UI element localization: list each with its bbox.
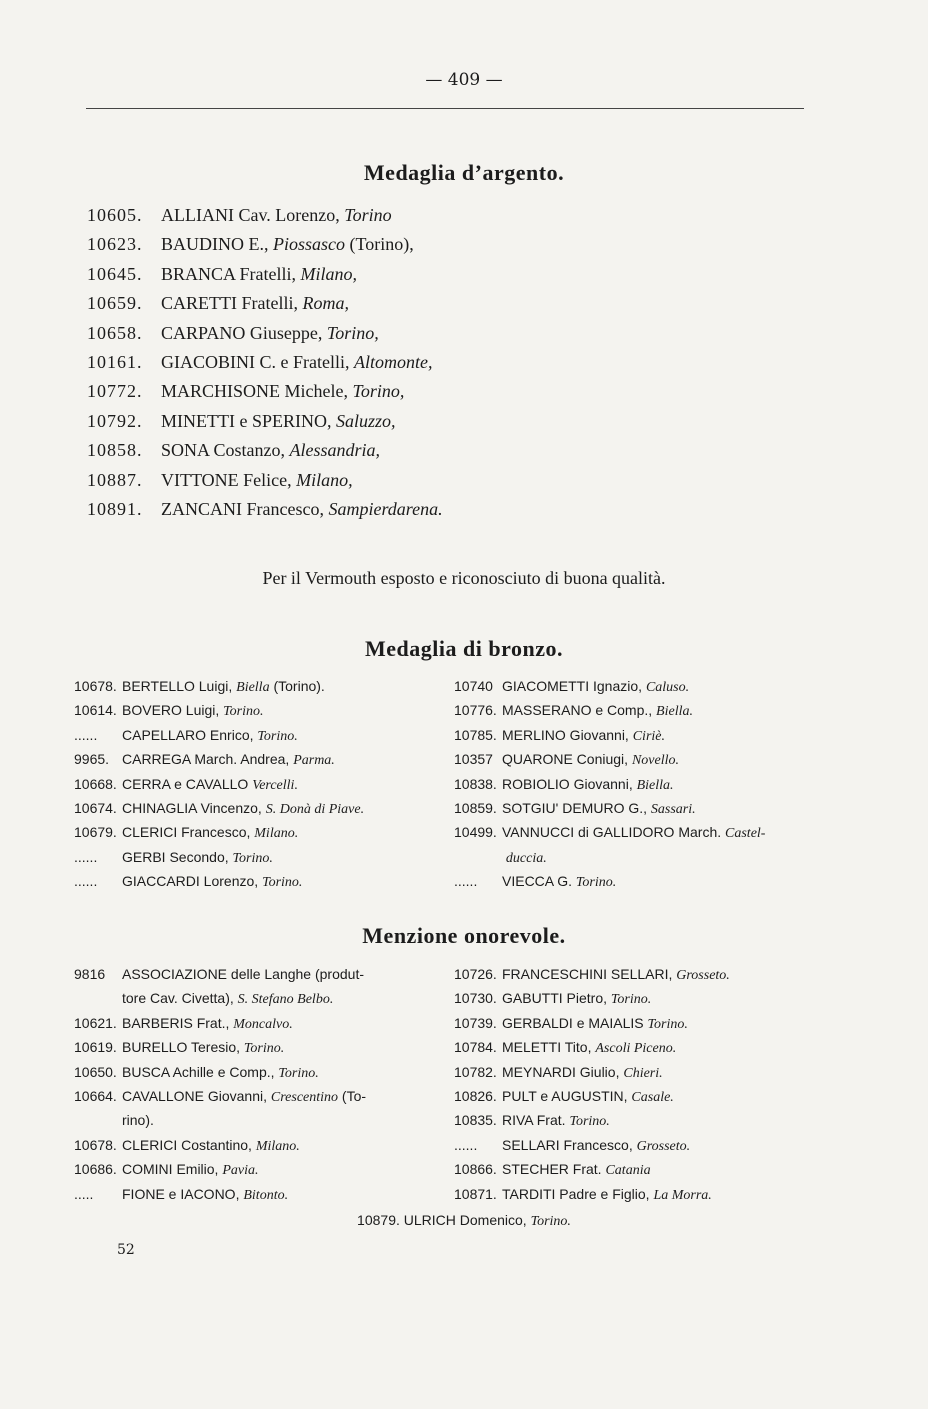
entry-place: La Morra. — [653, 1187, 712, 1203]
entry-place: Crescentino — [270, 1089, 339, 1105]
entry-place: Pavia. — [222, 1163, 259, 1179]
entry-name: CHINAGLIA Vincenzo, — [122, 799, 262, 816]
entry-place: Grosseto. — [676, 968, 730, 983]
entry-number: 10605. — [87, 205, 143, 225]
entry-place: Ascoli Piceno. — [595, 1041, 677, 1057]
entry-name: BAUDINO E., — [161, 234, 269, 255]
entry-number: 10835. — [454, 1112, 497, 1129]
entry-number: 9965. — [74, 751, 110, 768]
entry-number: 10792. — [87, 410, 143, 431]
entry-name: FRANCESCHINI SELLARI, — [502, 966, 673, 982]
entry-name: ASSOCIAZIONE delle Langhe (produt- — [122, 966, 365, 982]
list-item — [74, 702, 454, 726]
entry-extra: (Torino). — [273, 678, 325, 694]
entry-number: 10645. — [87, 263, 143, 284]
entry-place: Torino. — [257, 728, 298, 744]
list-item — [74, 1064, 454, 1088]
entry-place: Catania — [605, 1163, 651, 1179]
entry-number: 10686. — [74, 1161, 117, 1178]
entry-place: Castel- — [725, 826, 766, 842]
entry-name: RIVA Frat. — [502, 1112, 566, 1129]
menzione-right-column — [454, 966, 854, 1210]
list-item — [74, 1161, 454, 1185]
list-item — [87, 470, 807, 499]
entry-name: GERBALDI e MAIALIS — [502, 1014, 644, 1031]
entry-number: 10866. — [454, 1161, 497, 1178]
entry-name: PULT e AUGUSTIN, — [502, 1087, 628, 1104]
entry-number: 10623. — [87, 234, 143, 255]
list-item — [454, 1161, 854, 1185]
entry-number: ..... — [74, 1185, 94, 1202]
entry-place: Torino. — [243, 1041, 285, 1057]
entry-place: S. Donà di Piave. — [265, 801, 365, 817]
list-item — [74, 824, 454, 848]
entry-place: S. Stefano Belbo. — [237, 992, 334, 1008]
entry-place: Parma. — [293, 753, 335, 769]
entry-number: 10674. — [74, 799, 117, 816]
bronzo-right-column — [454, 678, 854, 898]
entry-name: ALLIANI Cav. Lorenzo, — [161, 205, 340, 225]
entry-number: ...... — [454, 873, 478, 890]
entry-name: BURELLO Teresio, — [122, 1039, 241, 1056]
entry-name: SOTGIU' DEMURO G., — [502, 799, 648, 816]
list-item — [87, 499, 807, 528]
entry-place: Torino. — [223, 704, 264, 720]
entry-number: 10621. — [74, 1014, 117, 1031]
entry-place: Vercelli. — [252, 777, 298, 793]
list-item — [87, 205, 807, 234]
entry-number: 10826. — [454, 1087, 497, 1104]
list-item — [74, 1088, 454, 1112]
entry-number: 10357 — [454, 751, 493, 768]
entry-name: rino). — [122, 1112, 154, 1129]
entry-place: Novello. — [631, 753, 679, 769]
entry-number: 10726. — [454, 966, 497, 982]
list-item — [74, 800, 454, 824]
entry-name: ULRICH Domenico, — [403, 1212, 527, 1228]
page-header: — 409 — — [425, 70, 503, 90]
entry-extra: (Torino), — [349, 234, 414, 255]
list-item — [74, 1015, 454, 1039]
entry-name: CAPELLARO Enrico, — [122, 726, 254, 743]
entry-number: 10858. — [87, 440, 143, 461]
entry-name: SONA Costanzo, — [161, 440, 286, 461]
list-item — [454, 1137, 854, 1161]
entry-name: CARREGA March. Andrea, — [122, 751, 290, 768]
entry-number: 9816 — [74, 966, 106, 982]
argento-title: Medaglia d’argento. — [363, 160, 565, 185]
entry-place: Torino. — [647, 1016, 688, 1032]
entry-place: Torino, — [352, 381, 405, 402]
entry-place: Chieri. — [623, 1065, 663, 1081]
entry-name: ZANCANI Francesco, — [161, 498, 324, 519]
entry-place: Milano. — [254, 826, 299, 842]
entry-place: Altomonte, — [353, 351, 433, 372]
list-item — [454, 990, 854, 1014]
entry-number: ...... — [454, 1136, 478, 1153]
list-item — [74, 678, 454, 702]
entry-name: CAVALLONE Giovanni, — [122, 1087, 267, 1104]
argento-note: Per il Vermouth esposto e riconosciuto di buona qualità. — [262, 568, 666, 588]
entry-place: Ciriè. — [632, 728, 665, 744]
page-signature: 52 — [117, 1242, 135, 1258]
entry-name: STECHER Frat. — [502, 1161, 602, 1178]
entry-number: 10871. — [454, 1185, 497, 1202]
entry-name: QUARONE Coniugi, — [502, 751, 629, 768]
entry-name: CERRA e CAVALLO — [122, 775, 249, 792]
entry-place: Milano, — [296, 469, 353, 490]
entry-place: Piossasco — [273, 234, 345, 255]
entry-place: Casale. — [631, 1089, 674, 1105]
list-item — [74, 849, 454, 873]
entry-place: Alessandria, — [289, 440, 381, 461]
entry-place: Milano, — [300, 263, 358, 284]
list-item — [74, 1137, 454, 1161]
entry-number: 10776. — [454, 702, 497, 719]
entry-name: MERLINO Giovanni, — [502, 726, 629, 743]
list-item — [74, 1112, 454, 1136]
list-item — [454, 727, 854, 751]
entry-place: Torino. — [278, 1065, 319, 1081]
menzione-left-column — [74, 966, 454, 1210]
entry-name: BARBERIS Frat., — [122, 1014, 230, 1031]
entry-number: 10658. — [87, 322, 143, 343]
entry-place: Moncalvo. — [233, 1016, 293, 1032]
entry-name: MINETTI e SPERINO, — [161, 410, 332, 431]
list-item — [454, 1064, 854, 1088]
entry-name: TARDITI Padre e Figlio, — [502, 1185, 650, 1202]
entry-name: CARPANO Giuseppe, — [161, 322, 323, 343]
list-item — [87, 352, 807, 381]
entry-place: Sampierdarena. — [328, 498, 443, 519]
list-item — [454, 1112, 854, 1136]
entry-place: Saluzzo, — [335, 410, 396, 431]
entry-number: ...... — [74, 726, 98, 743]
entry-name: CARETTI Fratelli, — [161, 293, 298, 314]
list-item — [74, 873, 454, 897]
list-item — [74, 1186, 454, 1210]
list-item — [454, 751, 854, 775]
entry-number: 10678. — [74, 1136, 117, 1153]
entry-number: 10859. — [454, 799, 497, 816]
list-item — [454, 1186, 854, 1210]
list-item — [454, 702, 854, 726]
entry-place: Roma, — [302, 293, 349, 314]
entry-number: 10739. — [454, 1014, 497, 1031]
entry-number: 10879. — [357, 1212, 400, 1228]
list-item — [87, 323, 807, 352]
list-item — [74, 751, 454, 775]
entry-number: 10678. — [74, 678, 117, 694]
entry-name: VITTONE Felice, — [161, 469, 292, 490]
entry-place: Torino. — [262, 875, 303, 891]
entry-place: Biella. — [636, 777, 674, 793]
entry-place: Biella. — [656, 704, 693, 720]
list-item — [454, 800, 854, 824]
list-item — [87, 411, 807, 440]
list-item — [454, 873, 854, 897]
list-item — [454, 678, 854, 702]
menzione-last-entry — [0, 1212, 928, 1230]
entry-name: FIONE e IACONO, — [122, 1185, 240, 1202]
list-item — [454, 849, 854, 873]
menzione-title: Menzione onorevole. — [362, 923, 566, 948]
entry-name: BOVERO Luigi, — [122, 702, 220, 719]
entry-place: Biella — [236, 680, 270, 695]
list-item — [87, 440, 807, 469]
list-item — [87, 264, 807, 293]
entry-number: 10784. — [454, 1039, 497, 1056]
entry-place: Torino. — [569, 1114, 610, 1130]
entry-number: 10785. — [454, 726, 497, 743]
entry-number: 10887. — [87, 469, 143, 490]
entry-place: Torino. — [530, 1214, 571, 1229]
list-item — [454, 966, 854, 990]
entry-place: Torino. — [232, 850, 273, 866]
entry-number: 10740 — [454, 678, 493, 694]
entry-name: GIACCARDI Lorenzo, — [122, 873, 259, 890]
entry-place: Sassari. — [650, 801, 696, 817]
list-item — [87, 293, 807, 322]
entry-name: CLERICI Costantino, — [122, 1136, 252, 1153]
list-item — [74, 727, 454, 751]
entry-name: BUSCA Achille e Comp., — [122, 1063, 275, 1080]
list-item — [454, 1088, 854, 1112]
bronzo-left-column — [74, 678, 454, 898]
argento-list — [87, 205, 807, 528]
list-item — [454, 1015, 854, 1039]
entry-place: Torino, — [326, 322, 379, 343]
entry-number: 10668. — [74, 775, 117, 792]
entry-name: MELETTI Tito, — [502, 1039, 592, 1056]
entry-number: 10891. — [87, 498, 143, 519]
entry-place: Bitonto. — [243, 1187, 289, 1203]
entry-name: GERBI Secondo, — [122, 848, 229, 865]
entry-place: Torino — [344, 205, 392, 225]
entry-name: COMINI Emilio, — [122, 1161, 219, 1178]
list-item — [74, 966, 454, 990]
entry-number: 10659. — [87, 293, 143, 314]
entry-name: MARCHISONE Michele, — [161, 381, 348, 402]
entry-name: BERTELLO Luigi, — [122, 678, 233, 694]
list-item — [87, 381, 807, 410]
entry-name: BRANCA Fratelli, — [161, 263, 297, 284]
entry-name: GABUTTI Pietro, — [502, 990, 608, 1007]
header-rule — [86, 108, 804, 109]
entry-name: GIACOBINI C. e Fratelli, — [161, 351, 350, 372]
list-item — [74, 1039, 454, 1063]
list-item — [454, 824, 854, 848]
entry-number: 10772. — [87, 381, 143, 402]
entry-number: 10614. — [74, 702, 117, 719]
entry-name: VANNUCCI di GALLIDORO March. — [502, 824, 722, 841]
entry-name: CLERICI Francesco, — [122, 824, 251, 841]
entry-name: SELLARI Francesco, — [502, 1136, 633, 1153]
entry-place: Milano. — [255, 1138, 300, 1154]
entry-name: GIACOMETTI Ignazio, — [502, 678, 643, 694]
list-item — [74, 990, 454, 1014]
list-item — [454, 1039, 854, 1063]
list-item — [454, 776, 854, 800]
entry-number: 10782. — [454, 1063, 497, 1080]
entry-number: 10679. — [74, 824, 117, 841]
entry-extra: (To- — [341, 1087, 367, 1104]
entry-name: MEYNARDI Giulio, — [502, 1063, 620, 1080]
entry-number: 10161. — [87, 351, 143, 372]
entry-name: VIECCA G. — [502, 873, 573, 890]
entry-number: 10664. — [74, 1087, 117, 1104]
entry-number: 10619. — [74, 1039, 117, 1056]
entry-number: ...... — [74, 848, 98, 865]
entry-number: 10650. — [74, 1063, 117, 1080]
entry-place: duccia. — [505, 850, 547, 866]
entry-number: 10499. — [454, 824, 497, 841]
entry-number: 10730. — [454, 990, 497, 1007]
entry-number: ...... — [74, 873, 98, 890]
entry-name: MASSERANO e Comp., — [502, 702, 653, 719]
list-item — [87, 234, 807, 263]
bronzo-title: Medaglia di bronzo. — [365, 636, 563, 661]
entry-place: Grosseto. — [636, 1138, 691, 1154]
entry-place: Caluso. — [645, 680, 690, 695]
entry-place: Torino. — [575, 875, 617, 891]
entry-place: Torino. — [610, 992, 652, 1008]
entry-name: tore Cav. Civetta), — [122, 990, 234, 1007]
entry-number: 10838. — [454, 775, 497, 792]
entry-name: ROBIOLIO Giovanni, — [502, 775, 633, 792]
list-item — [74, 776, 454, 800]
